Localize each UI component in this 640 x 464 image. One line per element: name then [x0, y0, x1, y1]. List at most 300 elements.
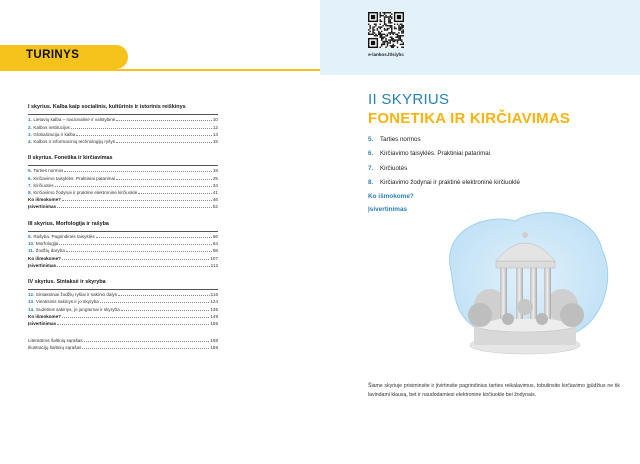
toc-page-number: 15	[212, 138, 218, 144]
qr-module	[395, 39, 396, 40]
qr-module	[382, 38, 383, 39]
toc-page-number: 107	[210, 255, 218, 261]
qr-module	[391, 16, 392, 17]
right-page	[320, 0, 640, 464]
toc-entry-number: 10.	[28, 241, 35, 247]
toc-section-title[interactable]: III skyrius. Morfologija ir rašyba	[28, 220, 109, 227]
qr-module	[381, 39, 382, 40]
qr-module	[384, 21, 385, 22]
qr-module	[371, 34, 372, 35]
qr-module	[391, 25, 392, 26]
toc-entry-label: Vientisinis sakinys ir jo skyryba	[35, 299, 99, 305]
topic-number: 6.	[368, 150, 374, 158]
qr-module	[382, 34, 383, 35]
qr-panel	[320, 0, 640, 75]
qr-module	[395, 28, 396, 29]
qr-module	[398, 35, 399, 36]
qr-module	[398, 25, 399, 26]
qr-module	[390, 25, 391, 26]
chapter-title: FONETIKA IR KIRČIAVIMAS	[368, 110, 571, 127]
qr-module	[398, 39, 399, 40]
qr-module	[388, 12, 389, 13]
qr-module	[388, 16, 389, 17]
qr-module	[380, 35, 381, 36]
qr-module	[388, 22, 389, 23]
chapter-heading	[368, 92, 570, 126]
qr-module	[392, 32, 393, 33]
qr-module	[403, 26, 404, 27]
toc-leader-dots	[118, 295, 210, 296]
qr-module	[387, 34, 388, 35]
toc-section	[28, 104, 218, 145]
qr-module	[400, 26, 401, 27]
qr-module	[380, 34, 381, 35]
qr-finder-module	[371, 41, 375, 45]
qr-module	[381, 38, 382, 39]
toc-page-number: 10	[212, 117, 218, 123]
toc-entry-label: Sudėtinis sakinys, jo jungtumai ir skyryba	[35, 306, 120, 312]
toc-entry-label: Įsivertinimas	[28, 204, 57, 210]
qr-module	[375, 35, 376, 36]
qr-module	[372, 32, 373, 33]
qr-module	[398, 26, 399, 27]
qr-module	[382, 12, 383, 13]
qr-module	[388, 42, 389, 43]
toc-page-number: 135	[210, 306, 218, 312]
central-statue	[517, 299, 533, 315]
qr-module	[392, 39, 393, 40]
qr-module	[403, 31, 404, 32]
qr-module	[391, 18, 392, 19]
toc-page-number: 64	[212, 241, 218, 247]
toc-leader-dots	[64, 171, 211, 172]
toc-page-number: 112	[210, 262, 218, 268]
qr-module	[380, 24, 381, 25]
qr-module	[400, 28, 401, 29]
toc-entry-number: 5.	[28, 168, 32, 174]
toc-entry[interactable]	[28, 313, 218, 320]
qr-module	[390, 12, 391, 13]
qr-url[interactable]: e-lankos.lt/siyhc	[368, 52, 404, 57]
qr-module	[380, 13, 381, 14]
qr-module	[401, 39, 402, 40]
toc-entry[interactable]	[28, 196, 218, 203]
qr-module	[392, 34, 393, 35]
topic-item[interactable]	[368, 176, 628, 191]
qr-module	[392, 45, 393, 46]
toc-entry[interactable]	[28, 167, 218, 174]
toc-section-title[interactable]: IV skyrius. Sintaksė ir skyryba	[28, 278, 106, 285]
qr-module	[384, 24, 385, 25]
table-of-contents	[28, 104, 218, 352]
toc-entry[interactable]	[28, 233, 218, 240]
toc-leader-dots	[76, 135, 211, 136]
qr-module	[403, 35, 404, 36]
qr-module	[387, 16, 388, 17]
qr-module	[387, 41, 388, 42]
qr-module	[374, 32, 375, 33]
qr-module	[390, 45, 391, 46]
toc-entry[interactable]	[28, 255, 218, 262]
toc-entry-label: Tarties normos	[33, 168, 64, 174]
qr-module	[374, 35, 375, 36]
qr-module	[398, 28, 399, 29]
qr-module	[397, 39, 398, 40]
qr-module	[369, 26, 370, 27]
qr-module	[401, 35, 402, 36]
qr-module	[397, 34, 398, 35]
topic-number: 7.	[368, 164, 374, 172]
qr-module	[397, 41, 398, 42]
topic-number: 5.	[368, 135, 374, 143]
toc-entry[interactable]	[28, 320, 218, 327]
qr-module	[375, 34, 376, 35]
qr-module	[391, 45, 392, 46]
toc-leader-dots	[66, 251, 212, 252]
qr-module	[368, 24, 369, 25]
toc-page-number: 124	[210, 299, 218, 305]
qr-code-graphic	[368, 12, 404, 48]
qr-module	[401, 44, 402, 45]
topic-label: Kirčiavimo žodynai ir praktinė elektroninė kirčiuoklė	[380, 179, 520, 187]
qr-module	[374, 24, 375, 25]
toc-entry[interactable]	[28, 138, 218, 145]
qr-module	[377, 28, 378, 29]
qr-module	[385, 35, 386, 36]
qr-module	[384, 44, 385, 45]
qr-module	[391, 39, 392, 40]
qr-module	[388, 18, 389, 19]
qr-module	[381, 31, 382, 32]
qr-module	[384, 18, 385, 19]
qr-module	[398, 38, 399, 39]
toc-page-number: 149	[210, 313, 218, 319]
toc-entry[interactable]	[28, 247, 218, 254]
entablature	[496, 261, 555, 268]
toc-entry[interactable]	[28, 124, 218, 131]
qr-module	[390, 26, 391, 27]
qr-module	[380, 47, 381, 48]
qr-module	[380, 32, 381, 33]
toc-entry[interactable]	[28, 344, 218, 351]
toc-leader-dots	[71, 128, 212, 129]
qr-module	[392, 44, 393, 45]
toc-page-number: 13	[212, 131, 218, 137]
toc-entry-label: Iliustracijų šaltinių sąrašas	[28, 345, 82, 351]
toc-entry-number: 2.	[28, 124, 32, 130]
toc-entry-label: Įsivertinimas	[28, 262, 57, 268]
toc-page-number: 159	[210, 345, 218, 351]
column	[500, 267, 507, 319]
qr-module	[390, 32, 391, 33]
toc-entry[interactable]	[28, 337, 218, 344]
toc-entry-label: Kirčiuotės	[33, 182, 54, 188]
qr-module	[382, 44, 383, 45]
qr-module	[384, 16, 385, 17]
toc-page-number: 41	[212, 190, 218, 196]
qr-module	[387, 35, 388, 36]
qr-module	[384, 22, 385, 23]
toc-entry[interactable]	[28, 298, 218, 305]
qr-module	[403, 47, 404, 48]
qr-module	[388, 28, 389, 29]
qr-module	[384, 28, 385, 29]
toc-entry-list	[28, 165, 218, 210]
qr-module	[391, 38, 392, 39]
toc-leader-dots	[62, 200, 212, 201]
shrub	[502, 313, 514, 325]
toc-leader-dots	[82, 348, 209, 349]
toc-section	[28, 279, 218, 327]
qr-module	[394, 28, 395, 29]
toc-entry-number: 13.	[28, 299, 35, 305]
qr-module	[397, 24, 398, 25]
qr-module	[385, 24, 386, 25]
toc-entry[interactable]	[28, 175, 218, 182]
toc-entry-number: 12.	[28, 292, 35, 298]
chapter-intro: Šiame skyriuje prisiminsite ir įtvirtinsite pagrindinius tarties reikalavimus, tobulinsite kirčiavimo įgūdžius ne tik lavindami klausą, bet ir naudodamiesi elektronine kirčiuokle bei žodynais.	[368, 383, 620, 398]
qr-module	[380, 16, 381, 17]
qr-module	[392, 38, 393, 39]
qr-module	[384, 41, 385, 42]
isivertinimas-link[interactable]: Įsivertinimas	[368, 206, 408, 213]
qr-module	[380, 15, 381, 16]
qr-module	[388, 39, 389, 40]
qr-module	[384, 42, 385, 43]
qr-module	[381, 26, 382, 27]
qr-module	[388, 21, 389, 22]
topic-item[interactable]	[368, 161, 628, 176]
toc-entry-label: Lietuvių kalba – nacionalinė ir valstybinė	[33, 117, 116, 123]
qr-module	[388, 19, 389, 20]
toc-entry-label: Kirčiavimo žodynai ir praktinė elektroninė kirčiuoklė	[33, 190, 138, 196]
toc-leader-dots	[55, 186, 212, 187]
toc-leader-dots	[100, 302, 209, 303]
dome-finial	[522, 232, 528, 238]
qr-module	[401, 28, 402, 29]
qr-module	[400, 44, 401, 45]
qr-module	[381, 44, 382, 45]
qr-module	[377, 35, 378, 36]
toc-page-number: 25	[212, 175, 218, 181]
qr-module	[380, 12, 381, 13]
qr-module	[380, 28, 381, 29]
qr-module	[384, 13, 385, 14]
qr-module	[397, 42, 398, 43]
qr-module	[378, 26, 379, 27]
qr-module	[390, 22, 391, 23]
toc-entry-label: Morfologija	[35, 241, 59, 247]
toc-entry-number: 1.	[28, 117, 32, 123]
toc-entry[interactable]	[28, 182, 218, 189]
toc-leader-dots	[116, 179, 212, 180]
qr-module	[395, 36, 396, 37]
qr-module	[385, 12, 386, 13]
qr-module	[391, 31, 392, 32]
qr-module	[391, 29, 392, 30]
qr-module	[381, 34, 382, 35]
qr-module	[374, 29, 375, 30]
toc-entry-label: Literatūros šaltinių sąrašas	[28, 338, 83, 344]
qr-module	[382, 41, 383, 42]
toc-leader-dots	[59, 244, 212, 245]
qr-module	[378, 34, 379, 35]
shrub	[536, 313, 548, 325]
qr-module	[390, 36, 391, 37]
toc-extras	[28, 337, 218, 351]
toc-page-number: 116	[210, 292, 218, 298]
qr-module	[392, 41, 393, 42]
qr-module	[377, 29, 378, 30]
qr-module	[401, 31, 402, 32]
qr-module	[387, 29, 388, 30]
qr-module	[391, 28, 392, 29]
qr-module	[401, 24, 402, 25]
toc-entry-label: Žodžių daryba	[35, 248, 65, 254]
qr-module	[391, 36, 392, 37]
toc-leader-dots	[96, 237, 212, 238]
toc-leader-dots	[138, 193, 212, 194]
toc-entry[interactable]	[28, 203, 218, 210]
qr-module	[381, 45, 382, 46]
toc-section-title[interactable]: I skyrius. Kalba kaip socialinis, kultūrinis ir istorinis reiškinys	[28, 104, 186, 110]
topic-number: 8.	[368, 179, 374, 187]
toc-page-number: 18	[212, 168, 218, 174]
chapter-label: II SKYRIUS	[368, 91, 450, 108]
toc-page-number: 12	[212, 124, 218, 130]
qr-module	[394, 39, 395, 40]
toc-entry-label: Kirčiavimo taisyklės. Praktiniai patarimai	[33, 175, 116, 181]
toc-entry-number: 3.	[28, 131, 32, 137]
qr-module	[382, 42, 383, 43]
toc-page-number: 155	[210, 321, 218, 327]
toc-entry[interactable]	[28, 291, 218, 298]
qr-module	[380, 26, 381, 27]
qr-module	[400, 38, 401, 39]
qr-module	[401, 25, 402, 26]
qr-module	[380, 21, 381, 22]
qr-module	[387, 44, 388, 45]
qr-module	[382, 15, 383, 16]
foliage-left-low	[468, 303, 492, 327]
qr-module	[392, 47, 393, 48]
qr-finder-module	[397, 15, 401, 19]
qr-module	[369, 34, 370, 35]
qr-module	[378, 31, 379, 32]
toc-entry-label: Įsivertinimas	[28, 321, 57, 327]
qr-module	[391, 22, 392, 23]
toc-section	[28, 221, 218, 269]
toc-entry[interactable]	[28, 189, 218, 196]
qr-module	[375, 24, 376, 25]
toc-leader-dots	[84, 341, 210, 342]
toc-entry-number: 14.	[28, 306, 35, 312]
toc-entry-label: Rašyba. Pagrindinės taisyklės	[33, 233, 95, 239]
qr-module	[390, 16, 391, 17]
toc-page-number: 52	[212, 204, 218, 210]
qr-module	[385, 38, 386, 39]
qr-module	[390, 39, 391, 40]
toc-page-number: 158	[210, 338, 218, 344]
qr-module	[397, 47, 398, 48]
qr-module	[381, 35, 382, 36]
qr-module	[380, 19, 381, 20]
qr-module	[368, 32, 369, 33]
toc-entry[interactable]	[28, 116, 218, 123]
qr-module	[398, 36, 399, 37]
qr-module	[397, 36, 398, 37]
topic-label: Tarties normos	[380, 135, 421, 143]
qr-module	[374, 26, 375, 27]
qr-module	[372, 31, 373, 32]
qr-module	[395, 34, 396, 35]
qr-module	[372, 26, 373, 27]
title-divider	[0, 69, 320, 71]
qr-module	[403, 44, 404, 45]
qr-module	[394, 24, 395, 25]
qr-module	[369, 31, 370, 32]
qr-module	[394, 26, 395, 27]
page-title: TURINYS	[26, 49, 80, 61]
column	[544, 267, 551, 319]
qr-module	[380, 36, 381, 37]
topic-item[interactable]	[368, 147, 628, 162]
toc-entry-number: 8.	[28, 190, 32, 196]
qr-module	[372, 28, 373, 29]
qr-module	[388, 25, 389, 26]
qr-module	[394, 32, 395, 33]
toc-entry[interactable]	[28, 240, 218, 247]
qr-code[interactable]	[368, 12, 404, 48]
toc-section-title[interactable]: II skyrius. Fonetika ir kirčiavimas	[28, 155, 113, 162]
qr-module	[400, 24, 401, 25]
rotunda-illustration	[430, 195, 620, 365]
qr-module	[388, 32, 389, 33]
qr-module	[391, 32, 392, 33]
qr-module	[403, 29, 404, 30]
topic-item[interactable]	[368, 132, 628, 147]
qr-module	[381, 15, 382, 16]
toc-entry[interactable]	[28, 262, 218, 269]
qr-module	[384, 19, 385, 20]
toc-entry[interactable]	[28, 131, 218, 138]
qr-module	[385, 39, 386, 40]
toc-leader-dots	[62, 259, 209, 260]
qr-module	[403, 42, 404, 43]
qr-module	[400, 29, 401, 30]
qr-module	[390, 15, 391, 16]
toc-entry[interactable]	[28, 306, 218, 313]
toc-entry-label: Ko išmokome?	[28, 197, 61, 203]
qr-module	[381, 21, 382, 22]
toc-page-number: 34	[212, 182, 218, 188]
qr-module	[400, 39, 401, 40]
toc-entry-number: 11.	[28, 248, 35, 254]
qr-module	[384, 12, 385, 13]
qr-module	[401, 41, 402, 42]
qr-module	[390, 34, 391, 35]
qr-module	[390, 19, 391, 20]
qr-module	[401, 26, 402, 27]
qr-module	[387, 28, 388, 29]
qr-module	[391, 26, 392, 27]
ko-ismokome-link[interactable]: Ko išmokome?	[368, 193, 414, 200]
toc-entry-label: Kalbos institucijos	[33, 124, 70, 130]
toc-leader-dots	[57, 324, 209, 325]
toc-entry-list	[28, 231, 218, 269]
qr-module	[385, 29, 386, 30]
topic-label: Kirčiavimo taisyklės. Praktiniai patarimai	[380, 150, 491, 158]
